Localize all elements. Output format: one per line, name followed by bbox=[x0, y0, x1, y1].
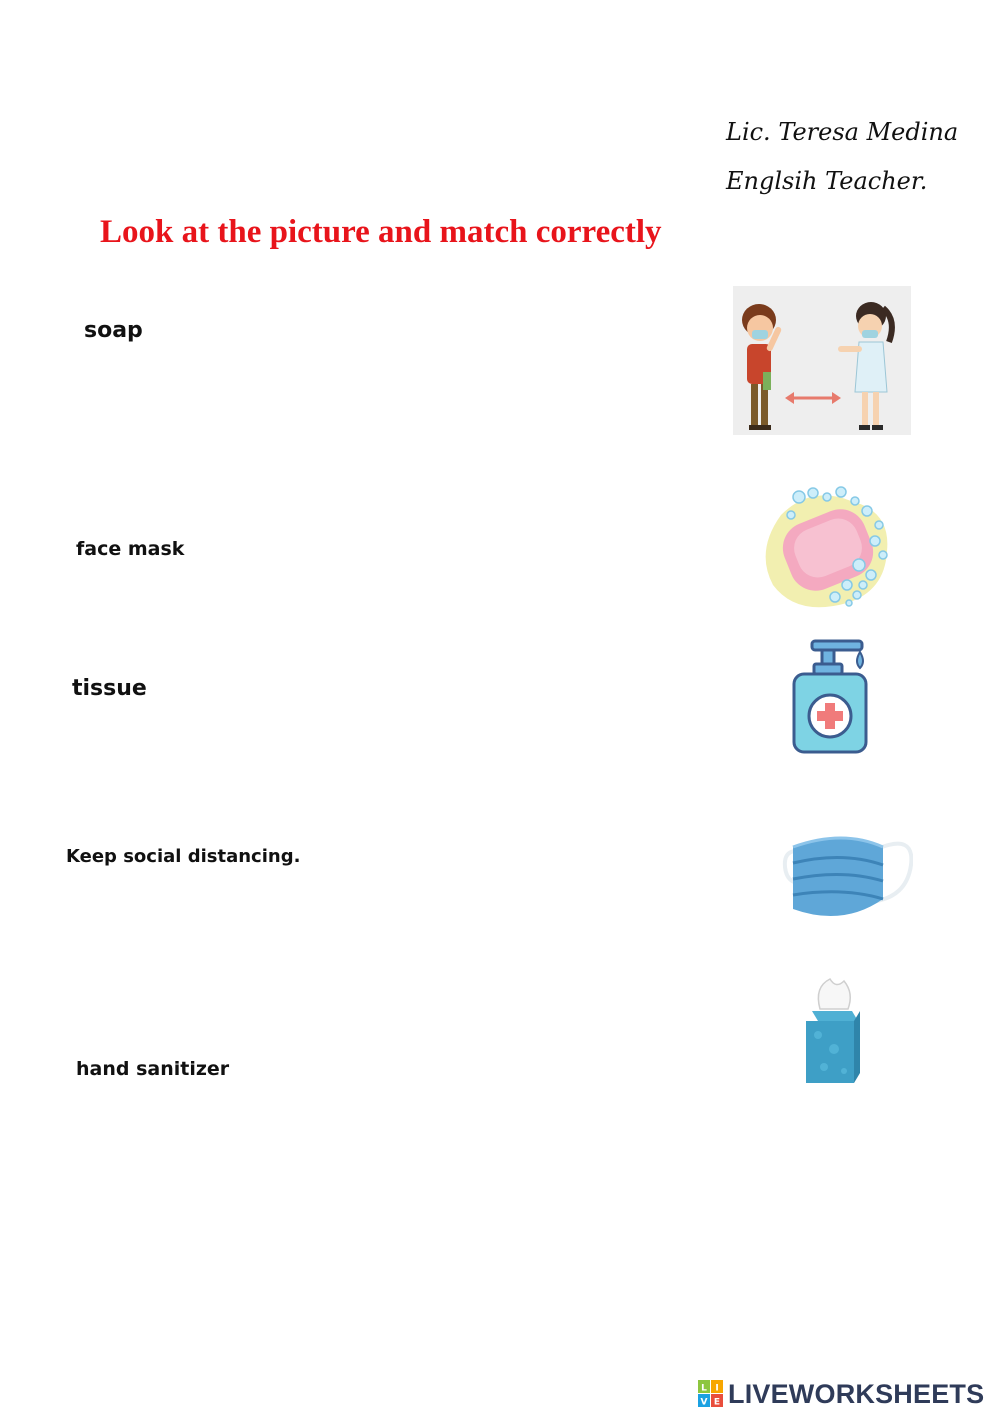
word-keep-social-distancing[interactable]: Keep social distancing. bbox=[66, 846, 301, 867]
word-face-mask[interactable]: face mask bbox=[76, 538, 185, 560]
author-name: Lic. Teresa Medina bbox=[726, 118, 959, 146]
liveworksheets-logo-icon bbox=[698, 1380, 724, 1408]
logo-letter-e: E bbox=[713, 1397, 721, 1408]
author-role: Englsih Teacher. bbox=[726, 167, 928, 195]
social-distancing-icon[interactable] bbox=[733, 286, 911, 435]
worksheet-title: Look at the picture and match correctly bbox=[100, 214, 662, 250]
logo-letter-l: L bbox=[701, 1383, 707, 1394]
brand-name: LIVEWORKSHEETS bbox=[728, 1378, 985, 1409]
word-soap[interactable]: soap bbox=[84, 318, 143, 343]
hand-sanitizer-icon[interactable] bbox=[790, 638, 872, 756]
face-mask-icon[interactable] bbox=[781, 827, 913, 929]
tissue-box-icon[interactable] bbox=[804, 975, 860, 1087]
logo-letter-v: V bbox=[700, 1397, 708, 1408]
logo-letter-i: I bbox=[715, 1383, 719, 1394]
liveworksheets-brand bbox=[698, 1377, 984, 1411]
soap-icon[interactable] bbox=[763, 485, 893, 613]
word-hand-sanitizer[interactable]: hand sanitizer bbox=[76, 1058, 230, 1080]
word-tissue[interactable]: tissue bbox=[72, 676, 147, 701]
